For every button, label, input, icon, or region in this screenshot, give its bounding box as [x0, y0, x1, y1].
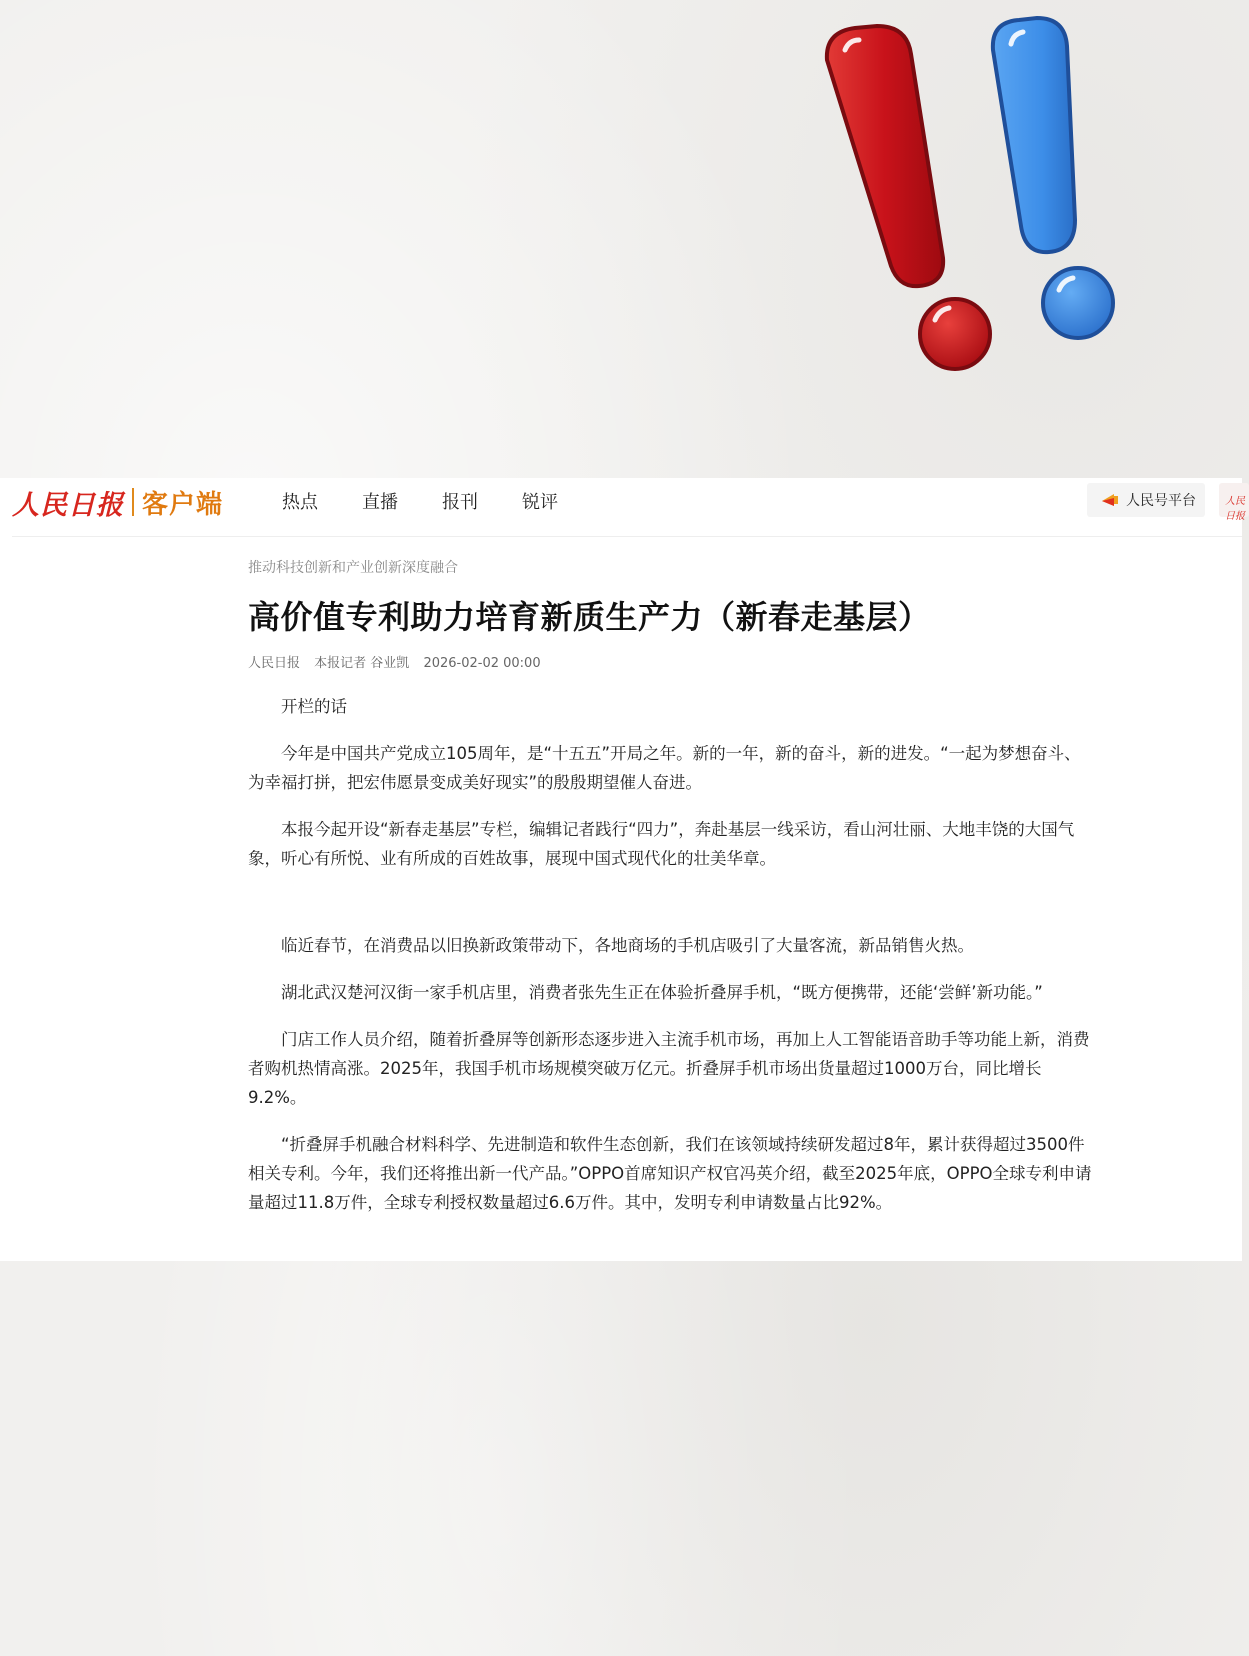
nav-item-live[interactable]: 直播 — [362, 492, 398, 513]
header-divider — [12, 536, 1242, 537]
secondary-logo-text: 人民日报 — [1225, 496, 1245, 522]
nav-item-newspaper[interactable]: 报刊 — [442, 492, 478, 513]
megaphone-icon — [1100, 493, 1120, 507]
article-meta — [248, 654, 1096, 674]
intro-paragraph: 本报今起开设“新春走基层”专栏，编辑记者践行“四力”，奔赴基层一线采访，看山河壮丽、大地丰饶的大国气象，听心有所悦、业有所成的百姓故事，展现中国式现代化的壮美华章。 — [248, 820, 1075, 868]
nav-item-hot[interactable]: 热点 — [282, 492, 318, 513]
site-logo[interactable] — [12, 484, 223, 520]
article-datetime: 2026-02-02 00:00 — [423, 656, 541, 671]
platform-button-label: 人民号平台 — [1126, 493, 1196, 509]
article-author: 本报记者 谷业凯 — [314, 656, 410, 671]
logo-main-text: 人民日报 — [12, 489, 124, 521]
decoration-area — [0, 0, 1242, 478]
logo-divider — [132, 488, 134, 516]
body-paragraph: 湖北武汉楚河汉街一家手机店里，消费者张先生正在体验折叠屏手机，“既方便携带，还能‘尝鲜’新功能。” — [281, 983, 1043, 1002]
article-title: 高价值专利助力培育新质生产力（新春走基层） — [248, 598, 931, 636]
article-body — [248, 692, 1096, 1217]
intro-heading: 开栏的话 — [281, 697, 347, 716]
article-kicker: 推动科技创新和产业创新深度融合 — [248, 560, 458, 576]
people-platform-button[interactable] — [1087, 483, 1205, 517]
site-header — [0, 478, 1245, 536]
body-paragraph: 门店工作人员介绍，随着折叠屏等创新形态逐步进入主流手机市场，再加上人工智能语音助手等功能上新，消费者购机热情高涨。2025年，我国手机市场规模突破万亿元。折叠屏手机市场出货量超过1000万台，同比增长9.2%。 — [248, 1030, 1090, 1107]
intro-paragraph: 今年是中国共产党成立105周年，是“十五五”开局之年。新的一年，新的奋斗，新的进发。“一起为梦想奋斗、为幸福打拼，把宏伟愿景变成美好现实”的殷殷期望催人奋进。 — [248, 744, 1081, 792]
article-card — [0, 478, 1245, 1261]
article — [248, 558, 1096, 1217]
logo-sub-text: 客户端 — [142, 489, 224, 520]
nav-item-commentary[interactable]: 锐评 — [522, 492, 558, 513]
blue-exclamation-icon — [985, 14, 1125, 344]
secondary-logo-button[interactable] — [1219, 483, 1249, 522]
article-source[interactable]: 人民日报 — [248, 656, 301, 671]
main-nav — [282, 490, 602, 516]
body-paragraph: 临近春节，在消费品以旧换新政策带动下，各地商场的手机店吸引了大量客流，新品销售火热。 — [281, 936, 974, 955]
body-paragraph: “折叠屏手机融合材料科学、先进制造和软件生态创新，我们在该领域持续研发超过8年，累计获得超过3500件相关专利。今年，我们还将推出新一代产品。”OPPO首席知识产权官冯英介绍，截至2025年底，OPPO全球专利申请量超过11.8万件，全球专利授权数量超过6.6万件。其中，发明专利申请数量占比92%。 — [248, 1135, 1092, 1212]
